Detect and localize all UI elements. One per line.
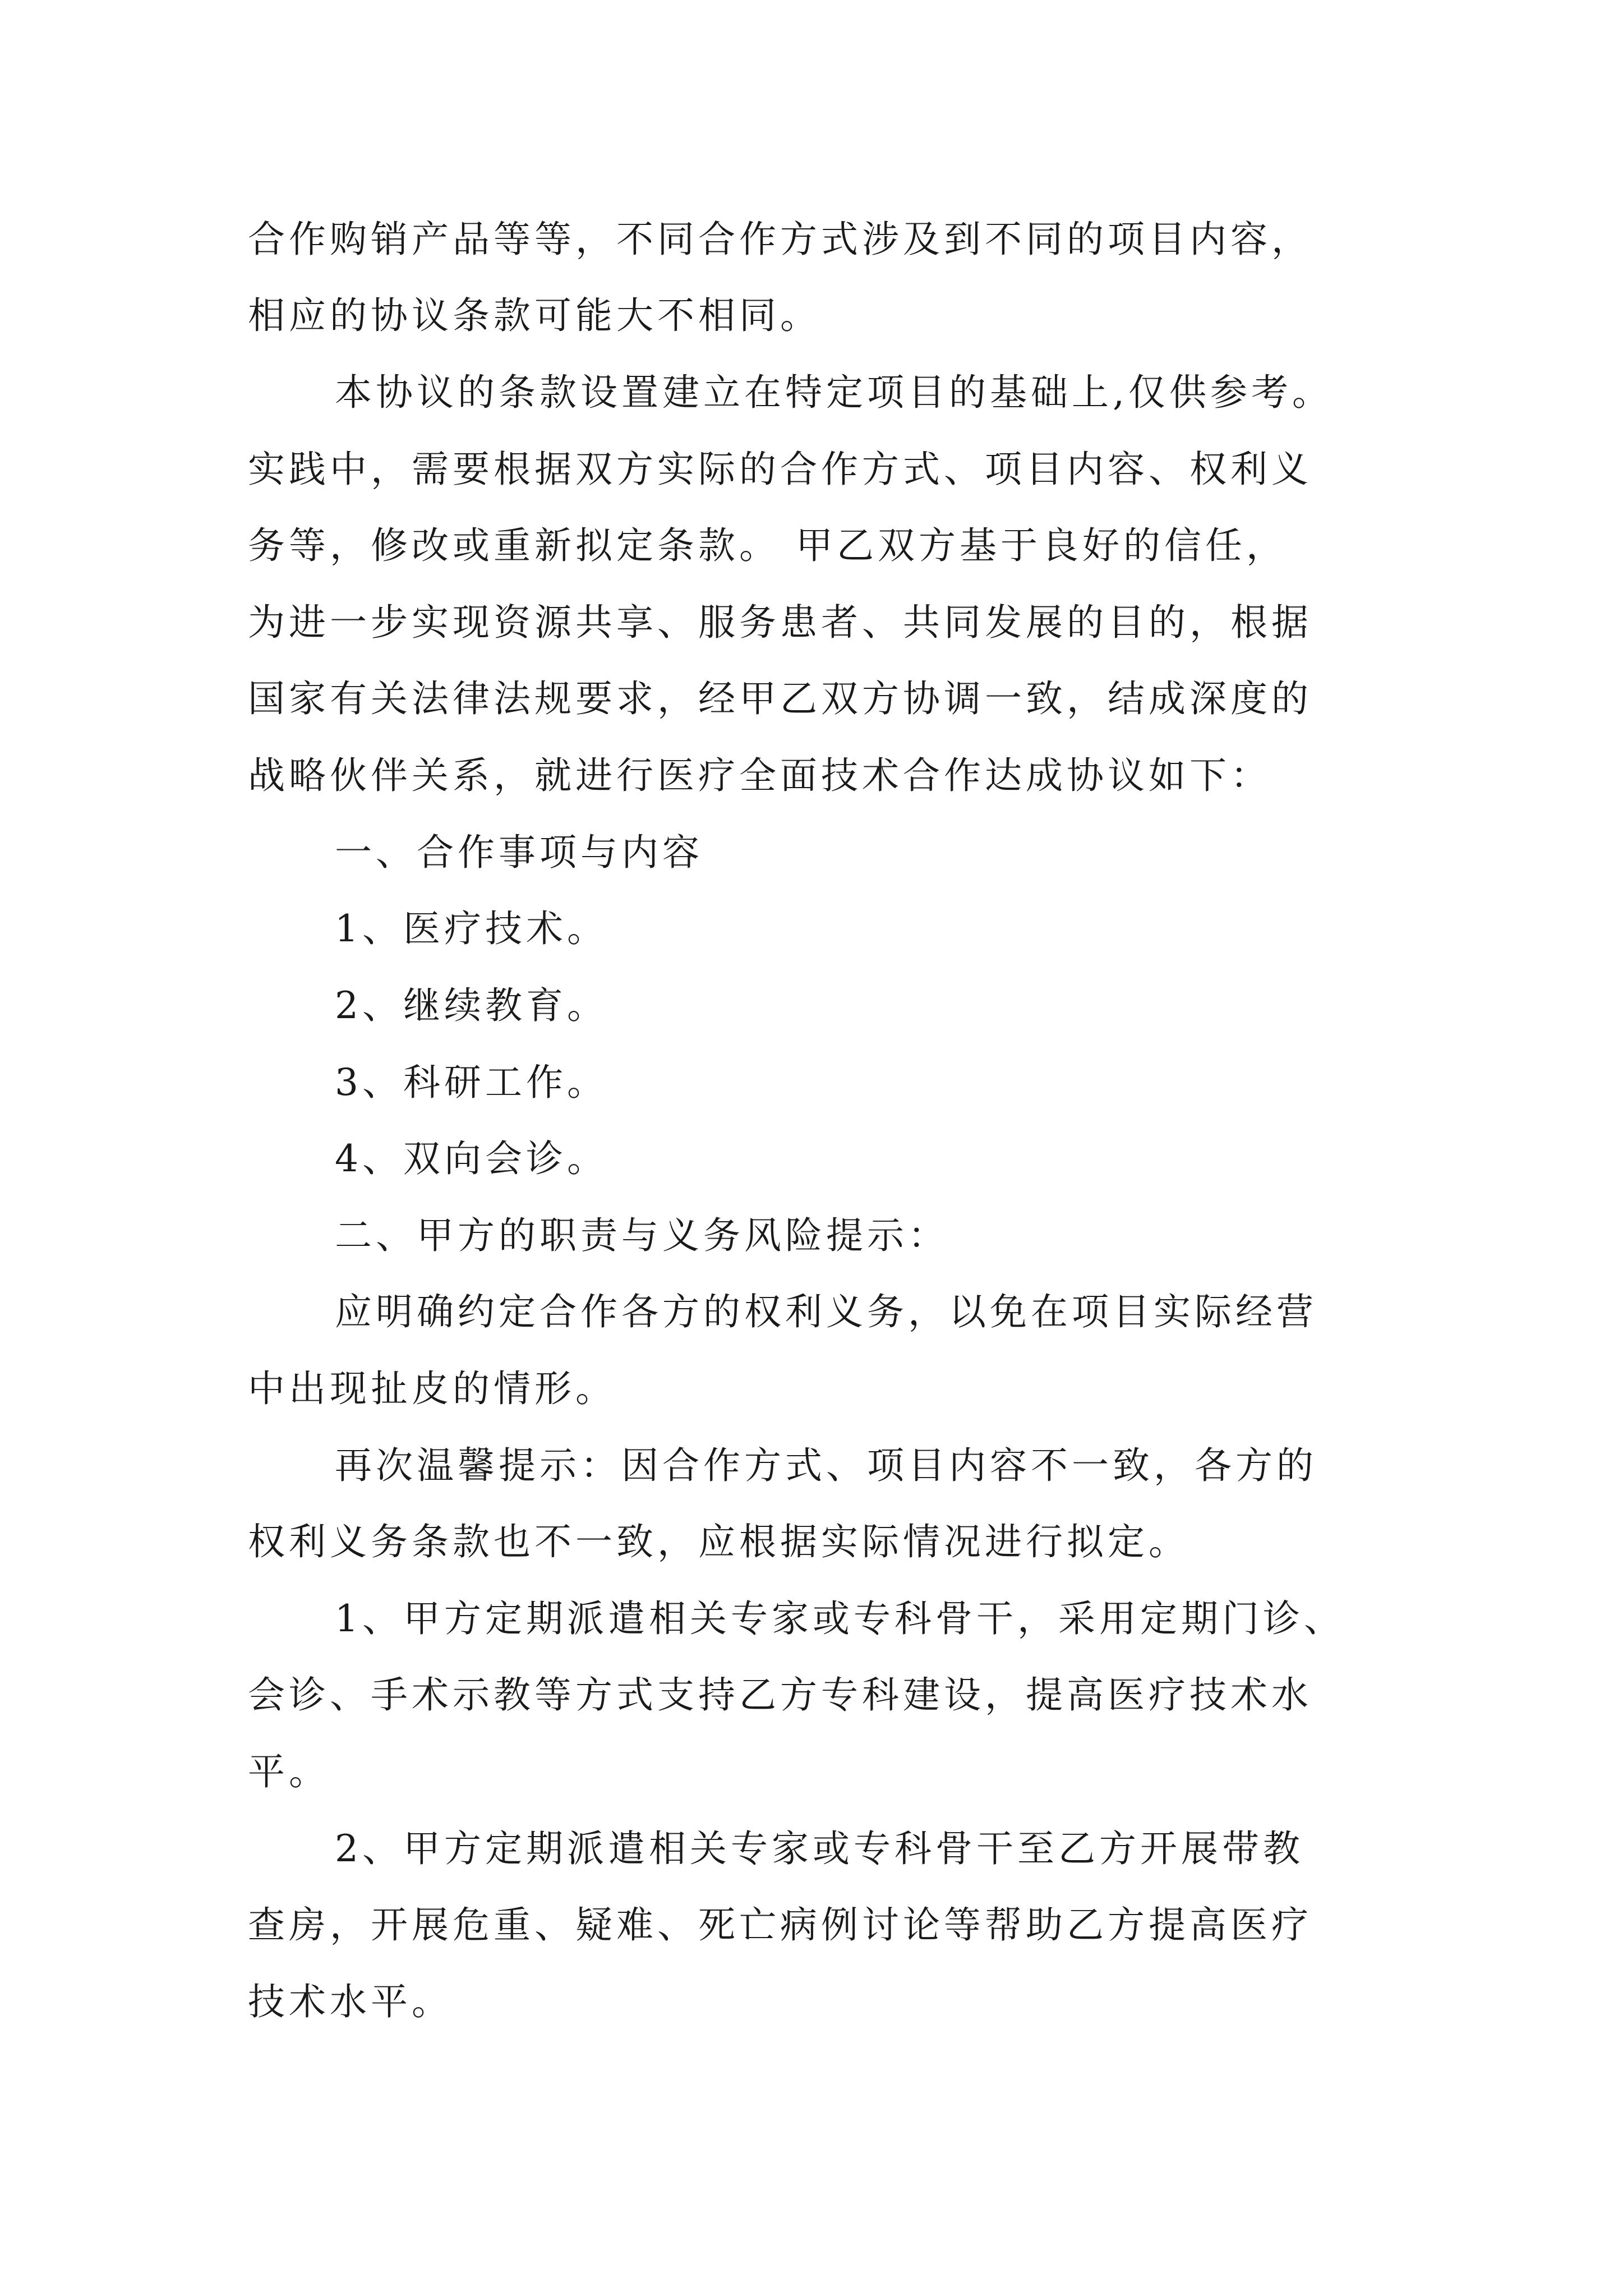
text-line: 实践中，需要根据双方实际的合作方式、项目内容、权利义 — [248, 448, 1312, 491]
text-line: 国家有关法律法规要求，经甲乙双方协调一致，结成深度的 — [248, 677, 1312, 720]
list-item: 2、继续教育。 — [335, 984, 608, 1027]
text-line: 查房，开展危重、疑难、死亡病例讨论等帮助乙方提高医疗 — [248, 1903, 1312, 1947]
list-item: 1、医疗技术。 — [335, 907, 608, 950]
text-line: 会诊、手术示教等方式支持乙方专科建设，提高医疗技术水 — [248, 1673, 1312, 1717]
text-line: 1、甲方定期派遣相关专家或专科骨干，采用定期门诊、 — [335, 1597, 1345, 1640]
list-item: 4、双向会诊。 — [335, 1137, 608, 1180]
text-line: 本协议的条款设置建立在特定项目的基础上,仅供参考。 — [335, 371, 1333, 414]
text-line: 中出现扯皮的情形。 — [248, 1367, 616, 1410]
text-line: 战略伙伴关系，就进行医疗全面技术合作达成协议如下： — [248, 754, 1271, 797]
text-line: 技术水平。 — [248, 1980, 453, 2023]
text-line: 2、甲方定期派遣相关专家或专科骨干至乙方开展带教 — [335, 1827, 1304, 1870]
text-line: 务等，修改或重新拟定条款。 甲乙双方基于良好的信任， — [248, 524, 1287, 567]
text-line: 再次温馨提示：因合作方式、项目内容不一致，各方的 — [335, 1444, 1317, 1487]
section-heading: 一、合作事项与内容 — [335, 831, 703, 874]
section-heading: 二、甲方的职责与义务风险提示： — [335, 1214, 949, 1257]
text-line: 为进一步实现资源共享、服务患者、共同发展的目的，根据 — [248, 601, 1312, 644]
text-line: 合作购销产品等等，不同合作方式涉及到不同的项目内容， — [248, 218, 1312, 261]
text-line: 相应的协议条款可能大不相同。 — [248, 294, 821, 337]
text-line: 应明确约定合作各方的权利义务，以免在项目实际经营 — [335, 1290, 1317, 1333]
text-line: 权利义务条款也不一致，应根据实际情况进行拟定。 — [248, 1520, 1189, 1563]
text-line: 平。 — [248, 1750, 330, 1793]
list-item: 3、科研工作。 — [335, 1061, 608, 1104]
